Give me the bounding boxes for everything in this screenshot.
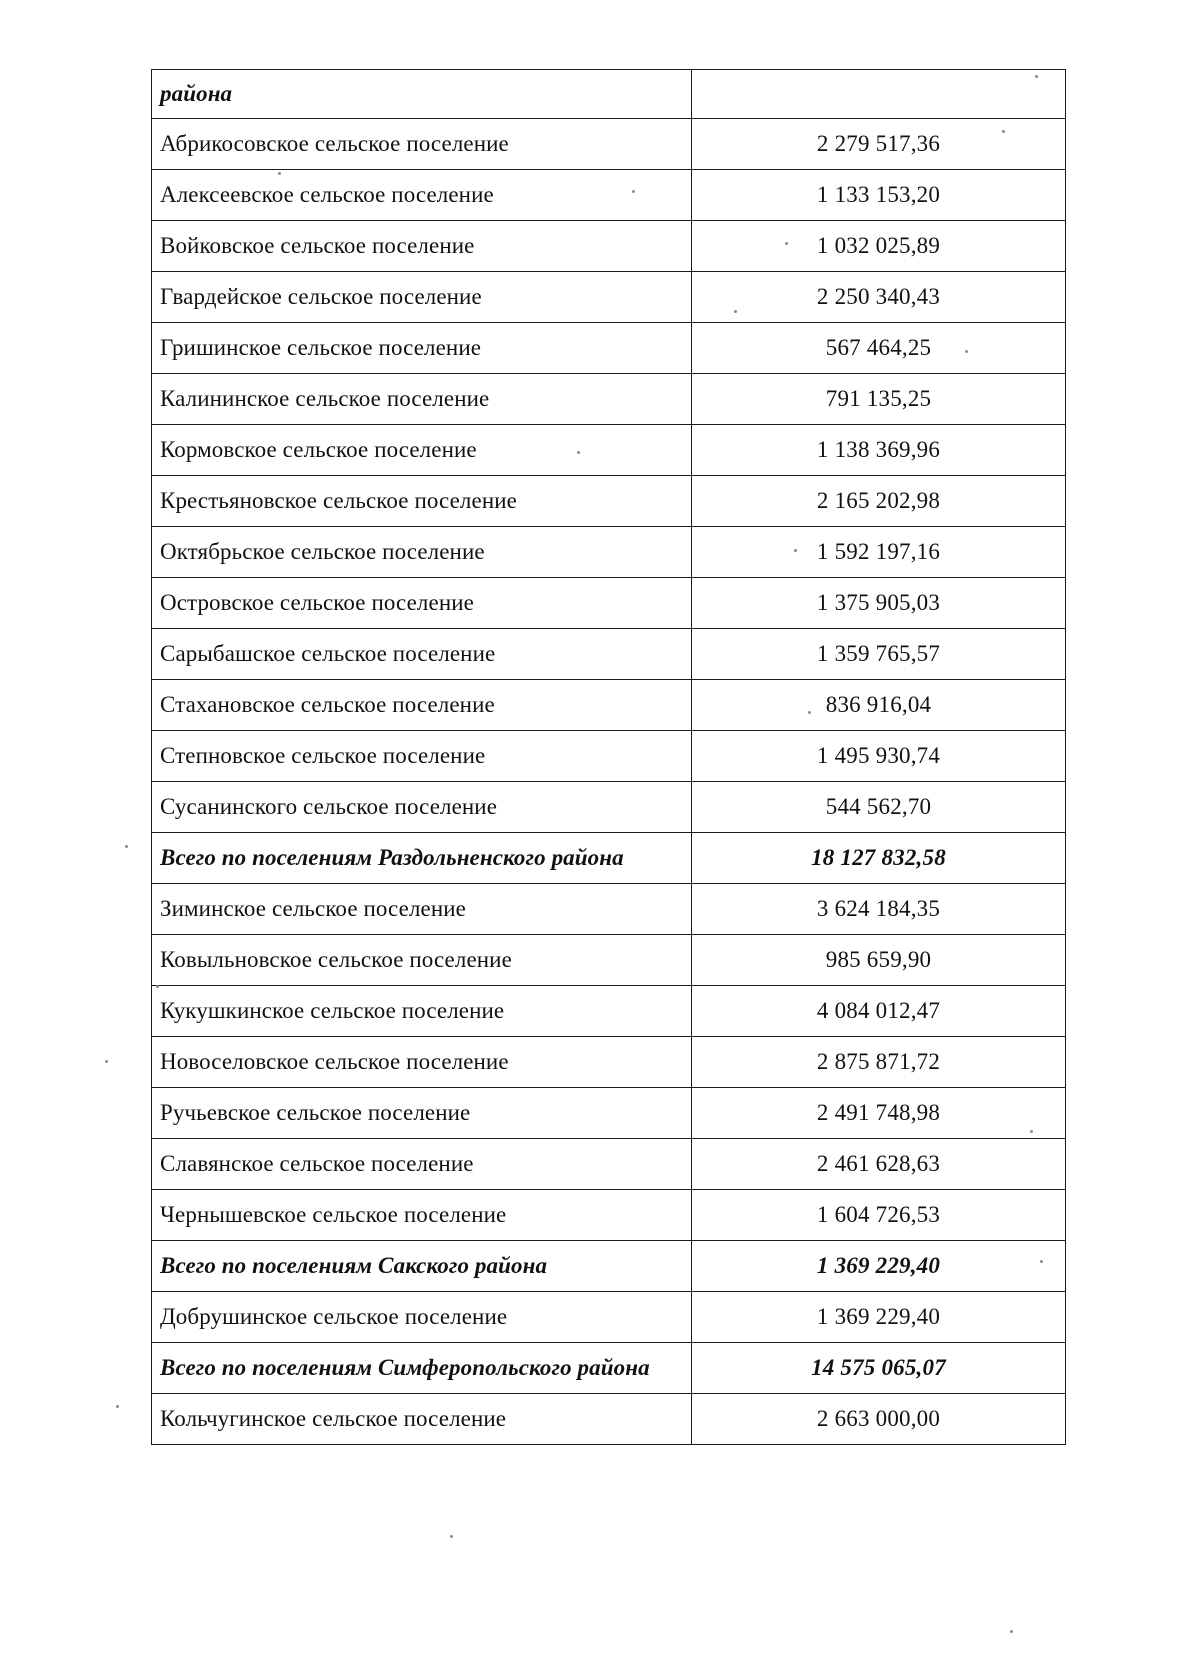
scan-speck	[1035, 75, 1038, 78]
table-row	[152, 323, 1066, 374]
settlement-name-cell: Сарыбашское сельское поселение	[152, 629, 692, 680]
settlement-name-cell: района	[152, 70, 692, 119]
district-total-label-cell: Всего по поселениям Сакского района	[152, 1241, 692, 1292]
amount-cell: 2 250 340,43	[692, 272, 1066, 323]
table-row	[152, 782, 1066, 833]
table-row	[152, 1139, 1066, 1190]
settlement-name-cell: Островское сельское поселение	[152, 578, 692, 629]
settlement-name-cell: Добрушинское сельское поселение	[152, 1292, 692, 1343]
amount-cell: 1 495 930,74	[692, 731, 1066, 782]
amount-cell: 1 359 765,57	[692, 629, 1066, 680]
district-total-amount-cell: 14 575 065,07	[692, 1343, 1066, 1394]
amount-cell: 3 624 184,35	[692, 884, 1066, 935]
scan-speck	[156, 985, 159, 988]
settlement-name-cell: Крестьяновское сельское поселение	[152, 476, 692, 527]
scan-speck	[1040, 1260, 1043, 1263]
amount-cell: 836 916,04	[692, 680, 1066, 731]
table-row	[152, 629, 1066, 680]
amount-cell: 2 875 871,72	[692, 1037, 1066, 1088]
table-row	[152, 272, 1066, 323]
scan-speck	[1002, 130, 1005, 133]
table-row	[152, 425, 1066, 476]
table-row	[152, 731, 1066, 782]
scan-speck	[1030, 1130, 1033, 1133]
amount-cell: 1 369 229,40	[692, 1292, 1066, 1343]
table-row	[152, 476, 1066, 527]
amount-cell: 1 138 369,96	[692, 425, 1066, 476]
district-total-amount-cell: 1 369 229,40	[692, 1241, 1066, 1292]
table-row	[152, 935, 1066, 986]
settlement-name-cell: Абрикосовское сельское поселение	[152, 119, 692, 170]
settlement-name-cell: Кормовское сельское поселение	[152, 425, 692, 476]
scan-speck	[965, 350, 968, 353]
settlement-name-cell: Кольчугинское сельское поселение	[152, 1394, 692, 1445]
settlement-name-cell: Ковыльновское сельское поселение	[152, 935, 692, 986]
amount-cell: 1 375 905,03	[692, 578, 1066, 629]
settlement-name-cell: Калининское сельское поселение	[152, 374, 692, 425]
scan-speck	[278, 172, 281, 175]
settlement-name-cell: Зиминское сельское поселение	[152, 884, 692, 935]
amount-cell: 1 032 025,89	[692, 221, 1066, 272]
amount-cell: 2 279 517,36	[692, 119, 1066, 170]
settlement-name-cell: Кукушкинское сельское поселение	[152, 986, 692, 1037]
scan-speck	[785, 242, 788, 245]
settlements-budget-table	[151, 69, 1066, 1445]
scan-speck	[125, 845, 128, 848]
amount-cell: 4 084 012,47	[692, 986, 1066, 1037]
table-row-total	[152, 1241, 1066, 1292]
scan-speck	[577, 451, 580, 454]
district-total-amount-cell: 18 127 832,58	[692, 833, 1066, 884]
settlement-name-cell: Стахановское сельское поселение	[152, 680, 692, 731]
amount-cell: 1 592 197,16	[692, 527, 1066, 578]
table-row	[152, 170, 1066, 221]
settlement-name-cell: Новоселовское сельское поселение	[152, 1037, 692, 1088]
settlement-name-cell: Сусанинского сельское поселение	[152, 782, 692, 833]
table-row	[152, 884, 1066, 935]
amount-cell: 2 491 748,98	[692, 1088, 1066, 1139]
amount-cell: 791 135,25	[692, 374, 1066, 425]
settlement-name-cell: Гвардейское сельское поселение	[152, 272, 692, 323]
amount-cell: 1 604 726,53	[692, 1190, 1066, 1241]
scan-speck	[450, 1535, 453, 1538]
scan-speck	[1010, 1630, 1013, 1633]
scan-speck	[734, 310, 737, 313]
settlement-name-cell: Ручьевское сельское поселение	[152, 1088, 692, 1139]
table-row-continuation	[152, 70, 1066, 119]
settlement-name-cell: Славянское сельское поселение	[152, 1139, 692, 1190]
scan-speck	[808, 711, 811, 714]
table-row	[152, 527, 1066, 578]
scan-speck	[105, 1060, 108, 1063]
table-row	[152, 1292, 1066, 1343]
amount-cell: 544 562,70	[692, 782, 1066, 833]
amount-cell: 2 165 202,98	[692, 476, 1066, 527]
table-row	[152, 374, 1066, 425]
scan-speck	[794, 549, 797, 552]
table-row	[152, 986, 1066, 1037]
settlement-name-cell: Гришинское сельское поселение	[152, 323, 692, 374]
amount-cell: 985 659,90	[692, 935, 1066, 986]
table-row	[152, 578, 1066, 629]
amount-cell: 2 663 000,00	[692, 1394, 1066, 1445]
settlement-name-cell: Степновское сельское поселение	[152, 731, 692, 782]
table-row	[152, 1037, 1066, 1088]
scan-speck	[116, 1405, 119, 1408]
table-row	[152, 1394, 1066, 1445]
district-total-label-cell: Всего по поселениям Симферопольского района	[152, 1343, 692, 1394]
table-row-total	[152, 1343, 1066, 1394]
table-row-total	[152, 833, 1066, 884]
amount-cell: 2 461 628,63	[692, 1139, 1066, 1190]
settlement-name-cell: Чернышевское сельское поселение	[152, 1190, 692, 1241]
amount-cell: 567 464,25	[692, 323, 1066, 374]
scan-speck	[632, 190, 635, 193]
settlement-name-cell: Войковское сельское поселение	[152, 221, 692, 272]
table-row	[152, 1088, 1066, 1139]
table-row	[152, 221, 1066, 272]
district-total-label-cell: Всего по поселениям Раздольненского района	[152, 833, 692, 884]
settlement-name-cell: Октябрьское сельское поселение	[152, 527, 692, 578]
table-body	[152, 70, 1066, 1445]
table-row	[152, 119, 1066, 170]
amount-cell	[692, 70, 1066, 119]
settlement-name-cell: Алексеевское сельское поселение	[152, 170, 692, 221]
table-row	[152, 680, 1066, 731]
table-row	[152, 1190, 1066, 1241]
amount-cell: 1 133 153,20	[692, 170, 1066, 221]
